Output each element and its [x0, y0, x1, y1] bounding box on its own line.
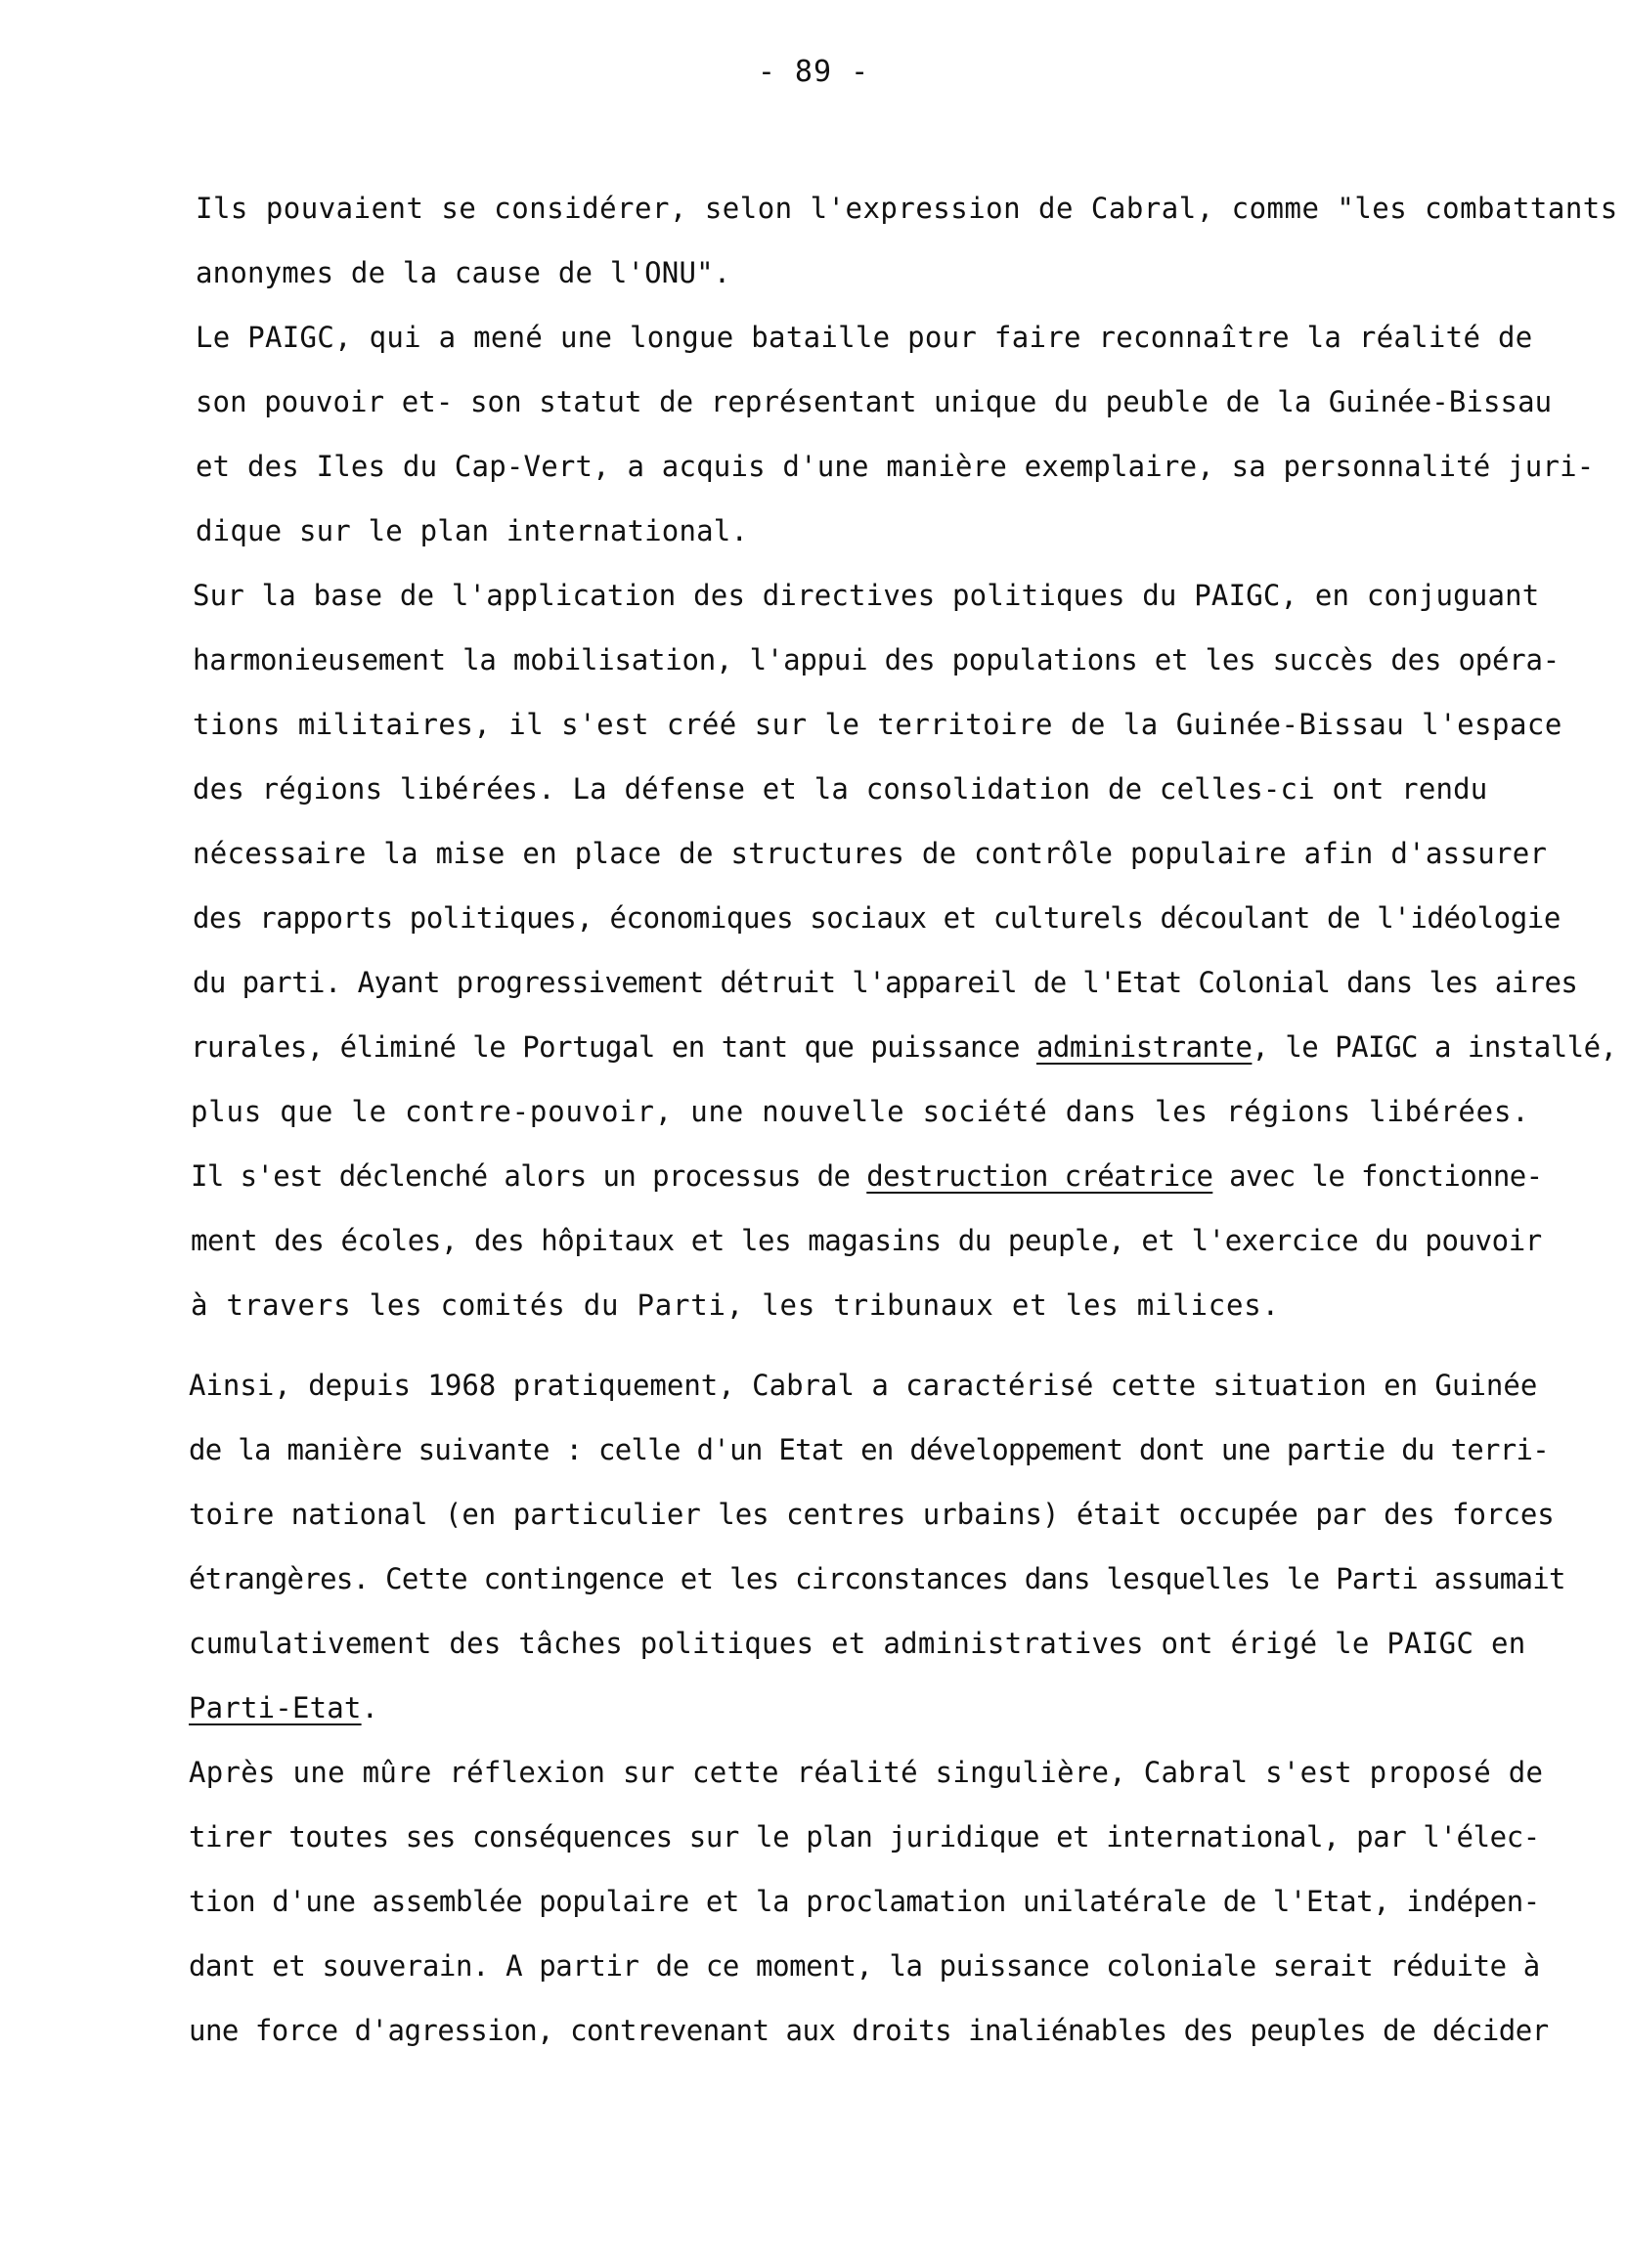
text-line: tirer toutes ses conséquences sur le plan juridique et international, par l'élec-	[189, 1820, 1540, 1854]
text-line: Le PAIGC, qui a mené une longue bataille pour faire reconnaître la réalité de	[196, 321, 1533, 354]
text-segment: , le PAIGC a installé,	[1252, 1030, 1617, 1064]
underlined-term: destruction créatrice	[866, 1159, 1213, 1193]
text-line	[191, 1159, 1543, 1193]
text-segment: .	[361, 1691, 379, 1724]
text-line: des rapports politiques, économiques sociaux et culturels découlant de l'idéologie	[193, 901, 1561, 935]
text-line: tions militaires, il s'est créé sur le territoire de la Guinée-Bissau l'espace	[193, 708, 1562, 741]
text-segment: rurales, éliminé le Portugal en tant que puissance	[191, 1030, 1036, 1064]
text-line: son pouvoir et- son statut de représentant unique du peuble de la Guinée-Bissau	[196, 385, 1553, 418]
text-line: cumulativement des tâches politiques et administratives ont érigé le PAIGC en	[189, 1627, 1526, 1660]
text-line: nécessaire la mise en place de structures de contrôle populaire afin d'assurer	[193, 837, 1548, 870]
text-line: Après une mûre réflexion sur cette réalité singulière, Cabral s'est proposé de	[189, 1756, 1544, 1789]
text-line: anonymes de la cause de l'ONU".	[196, 256, 731, 289]
text-line: toire national (en particulier les centres urbains) était occupée par des forces	[189, 1498, 1555, 1531]
text-line	[191, 1030, 1617, 1064]
text-line: Ainsi, depuis 1968 pratiquement, Cabral a caractérisé cette situation en Guinée	[189, 1369, 1538, 1402]
text-line: du parti. Ayant progressivement détruit l'appareil de l'Etat Colonial dans les aires	[193, 966, 1578, 999]
text-line: harmonieusement la mobilisation, l'appui des populations et les succès des opéra-	[193, 643, 1561, 676]
text-line: à travers les comités du Parti, les tribunaux et les milices.	[191, 1288, 1280, 1322]
text-line: et des Iles du Cap-Vert, a acquis d'une manière exemplaire, sa personnalité juri-	[196, 450, 1595, 483]
text-segment: avec le fonctionne-	[1212, 1159, 1543, 1193]
text-line: tion d'une assemblée populaire et la proclamation unilatérale de l'Etat, indépen-	[189, 1885, 1540, 1918]
text-line: dique sur le plan international.	[196, 514, 749, 547]
text-line: une force d'agression, contrevenant aux droits inaliénables des peuples de décider	[189, 2014, 1549, 2047]
text-line: dant et souverain. A partir de ce moment, la puissance coloniale serait réduite à	[189, 1949, 1540, 1983]
page-number: - 89 -	[757, 55, 870, 89]
underlined-term: administrante	[1035, 1030, 1253, 1064]
text-line: de la manière suivante : celle d'un Etat en développement dont une partie du terri-	[189, 1433, 1550, 1466]
text-line: des régions libérées. La défense et la consolidation de celles-ci ont rendu	[193, 772, 1488, 806]
underlined-term: Parti-Etat	[189, 1691, 362, 1724]
text-line: Sur la base de l'application des directives politiques du PAIGC, en conjuguant	[193, 579, 1540, 612]
text-line: étrangères. Cette contingence et les circonstances dans lesquelles le Parti assumait	[189, 1562, 1565, 1595]
text-segment: Il s'est déclenché alors un processus de	[191, 1159, 867, 1193]
text-line: ment des écoles, des hôpitaux et les magasins du peuple, et l'exercice du pouvoir	[191, 1224, 1542, 1257]
text-line: Ils pouvaient se considérer, selon l'expression de Cabral, comme "les combattants	[196, 192, 1618, 225]
text-line	[189, 1691, 378, 1724]
text-line: plus que le contre-pouvoir, une nouvelle société dans les régions libérées.	[191, 1095, 1530, 1128]
